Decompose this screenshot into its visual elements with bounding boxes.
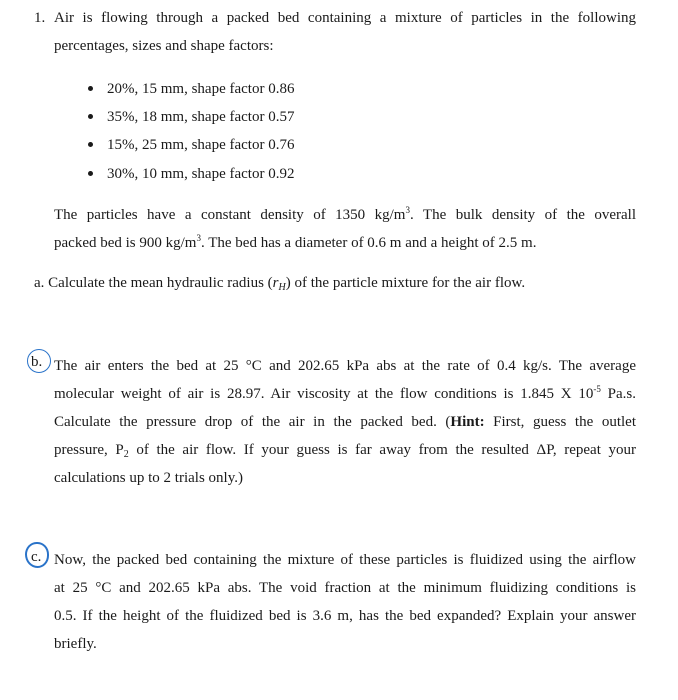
part-c-line-4: briefly. [54,636,97,652]
part-b-line-5: calculations up to 2 trials only.) [54,470,243,486]
part-b-line-4: pressure, $P_2$ of the air flow. If your guess is far away from the resulted ΔP, repeat your [54,442,637,460]
part-c-line-2: at 25 °C and 202.65 kPa abs. The void fraction at the minimum fluidizing conditions is [54,580,636,596]
question-number: 1. [34,10,46,26]
particle-item-2: 35%, 18 mm, shape factor 0.57 [107,109,295,125]
part-b-line-3: Calculate the pressure drop of the air in the packed bed. (Hint: First, guess the outlet [54,414,637,430]
density-line-1: The particles have a constant density of 1350 $kg/m^3$. The bulk density of the overall [54,205,637,223]
part-c-line-1: Now, the packed bed containing the mixture of these particles is fluidized using the airflow [54,552,636,568]
particle-item-1: 20%, 15 mm, shape factor 0.86 [107,81,295,97]
part-b-label: b. [31,354,43,370]
part-c-line-3: 0.5. If the height of the fluidized bed is 3.6 m, has the bed expanded? Explain your answer [54,608,636,624]
part-c-label: c. [31,549,42,565]
part-b-line-1: The air enters the bed at 25 °C and 202.65 kPa abs at the rate of 0.4 kg/s. The average [54,358,636,374]
question-intro-line-1: Air is flowing through a packed bed containing a mixture of particles in the following [54,10,636,26]
part-a-label: a. [34,275,45,291]
bullet-icon [88,114,93,119]
particle-item-4: 30%, 10 mm, shape factor 0.92 [107,166,295,182]
density-line-2: packed bed is 900 $kg/m^3$. The bed has a diameter of 0.6 m and a height of 2.5 m. [54,233,537,251]
particle-item-3: 15%, 25 mm, shape factor 0.76 [107,137,295,153]
part-a: a. Calculate the mean hydraulic radius $(r_H)$ of the particle mixture for the air flow. [34,275,526,293]
bullet-icon [88,142,93,147]
question-intro-line-2: percentages, sizes and shape factors: [54,38,274,54]
bullet-icon [88,171,93,176]
part-b-line-2: molecular weight of air is 28.97. Air viscosity at the flow conditions is 1.845 X $10^{-5}$ Pa.s. [54,384,636,402]
bullet-icon [88,86,93,91]
